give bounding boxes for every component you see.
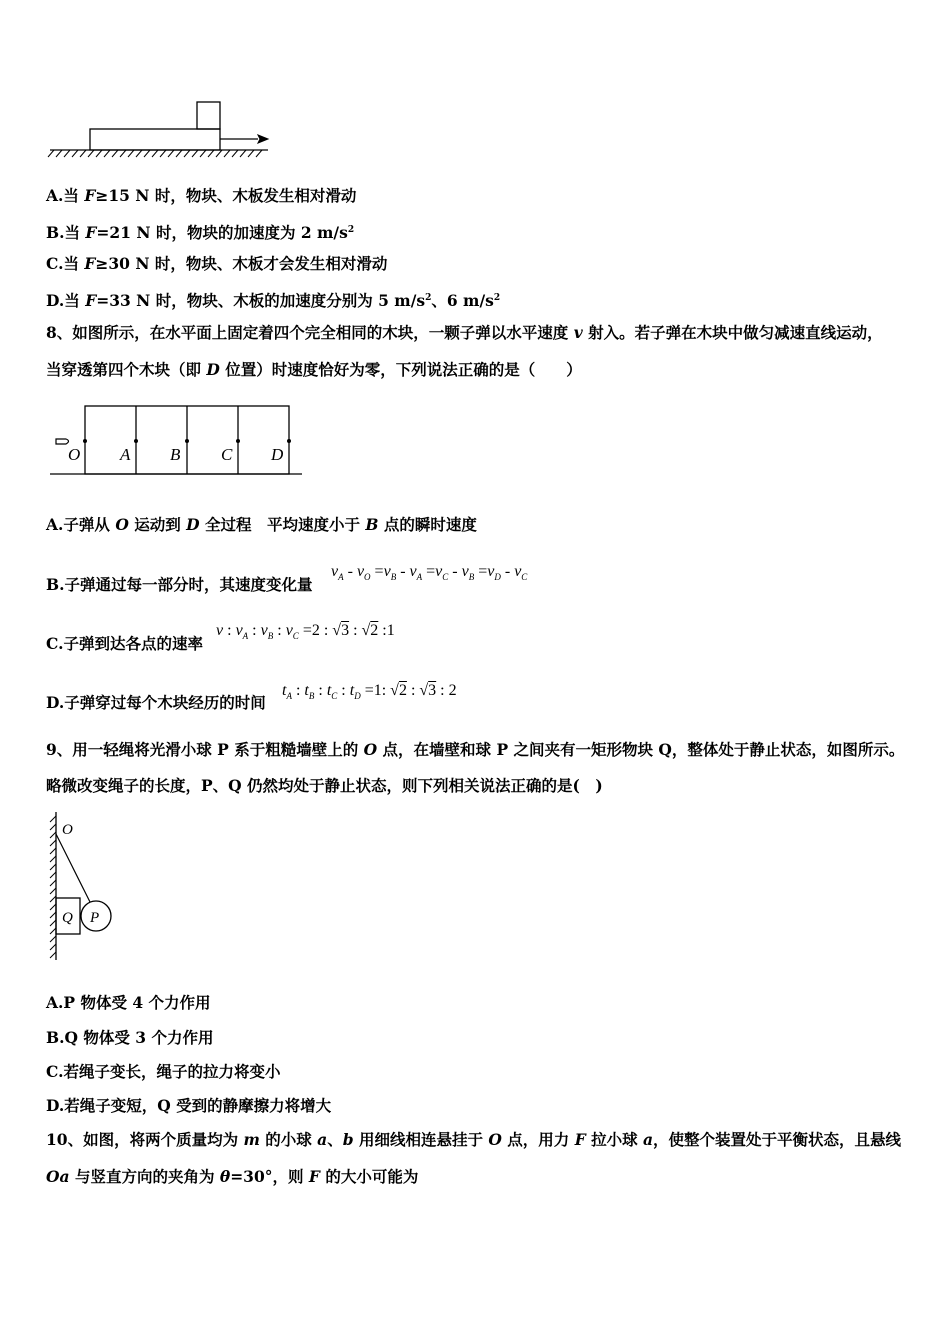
q9-stem-line2: 略微改变绳子的长度，P、Q 仍然均处于静止状态，则下列相关说法正确的是( )	[46, 776, 603, 795]
label-q: Q	[62, 910, 73, 926]
q8-option-d: D.子弹穿过每个木块经历的时间	[46, 693, 266, 712]
q7-option-a: A.当 F≥15 N 时，物块、木板发生相对滑动	[46, 186, 357, 205]
label-o: O	[62, 822, 73, 838]
wooden-blocks-figure	[48, 402, 318, 482]
board-block-figure	[46, 98, 276, 163]
q8-option-b: B.子弹通过每一部分时，其速度变化量	[46, 575, 313, 594]
q7-option-c: C.当 F≥30 N 时，物块、木板才会发生相对滑动	[46, 254, 388, 273]
label-b: B	[170, 445, 181, 464]
q10-stem-line2: Oa 与竖直方向的夹角为 θ=30°，则 F 的大小可能为	[46, 1167, 419, 1186]
q8-option-a: A.子弹从 O 运动到 D 全过程 平均速度小于 B 点的瞬时速度	[46, 515, 477, 534]
wall-ball-figure	[44, 810, 124, 965]
q8-option-c: C.子弹到达各点的速率	[46, 634, 203, 653]
q10-stem-line1: 10、如图，将两个质量均为 m 的小球 a、b 用细线相连悬挂于 O 点，用力 F 拉小球 a，使整个装置处于平衡状态，且悬线	[46, 1130, 902, 1149]
q8-option-c-formula: v : $v_A$ : $v_B$ : $v_C =2$ : √3 : √2 :1	[216, 622, 395, 642]
q8-stem-line1: 8、如图所示，在水平面上固定着四个完全相同的木块，一颗子弹以水平速度 v 射入。若子弹在木块中做匀减速直线运动，	[46, 323, 883, 342]
q7-option-b: B.当 F=21 N 时，物块的加速度为 2 $m/s^2$	[46, 223, 355, 243]
q9-option-a: A.P 物体受 4 个力作用	[46, 993, 211, 1012]
q9-option-b: B.Q 物体受 3 个力作用	[46, 1028, 214, 1047]
bullet-icon	[56, 439, 69, 444]
q9-option-d: D.若绳子变短，Q 受到的静摩擦力将增大	[46, 1096, 332, 1115]
label-c: C	[221, 445, 233, 464]
label-d: D	[271, 445, 284, 464]
label-p: P	[90, 910, 100, 926]
label-a: A	[120, 445, 131, 464]
label-o: O	[68, 445, 81, 464]
q9-option-c: C.若绳子变长，绳子的拉力将变小	[46, 1062, 281, 1081]
q9-stem-line1: 9、用一轻绳将光滑小球 P 系于粗糙墙壁上的 O 点，在墙壁和球 P 之间夹有一矩形物块 Q，整体处于静止状态，如图所示。	[46, 740, 905, 759]
q8-option-d-formula: $t_A$ : $t_B$ : $t_C$ : $t_D =1$: √2 : √3 : 2	[282, 682, 457, 702]
q8-stem-line2: 当穿透第四个木块（即 D 位置）时速度恰好为零，下列说法正确的是（ ）	[46, 360, 582, 379]
q8-option-b-formula: $v_A - v_O =v_B - v_A =v_C - v_B =v_D - v_C$	[331, 563, 528, 583]
q7-option-d: D.当 F=33 N 时，物块、木板的加速度分别为 5 $m/s^2$、6 $m/s^2$	[46, 291, 501, 311]
